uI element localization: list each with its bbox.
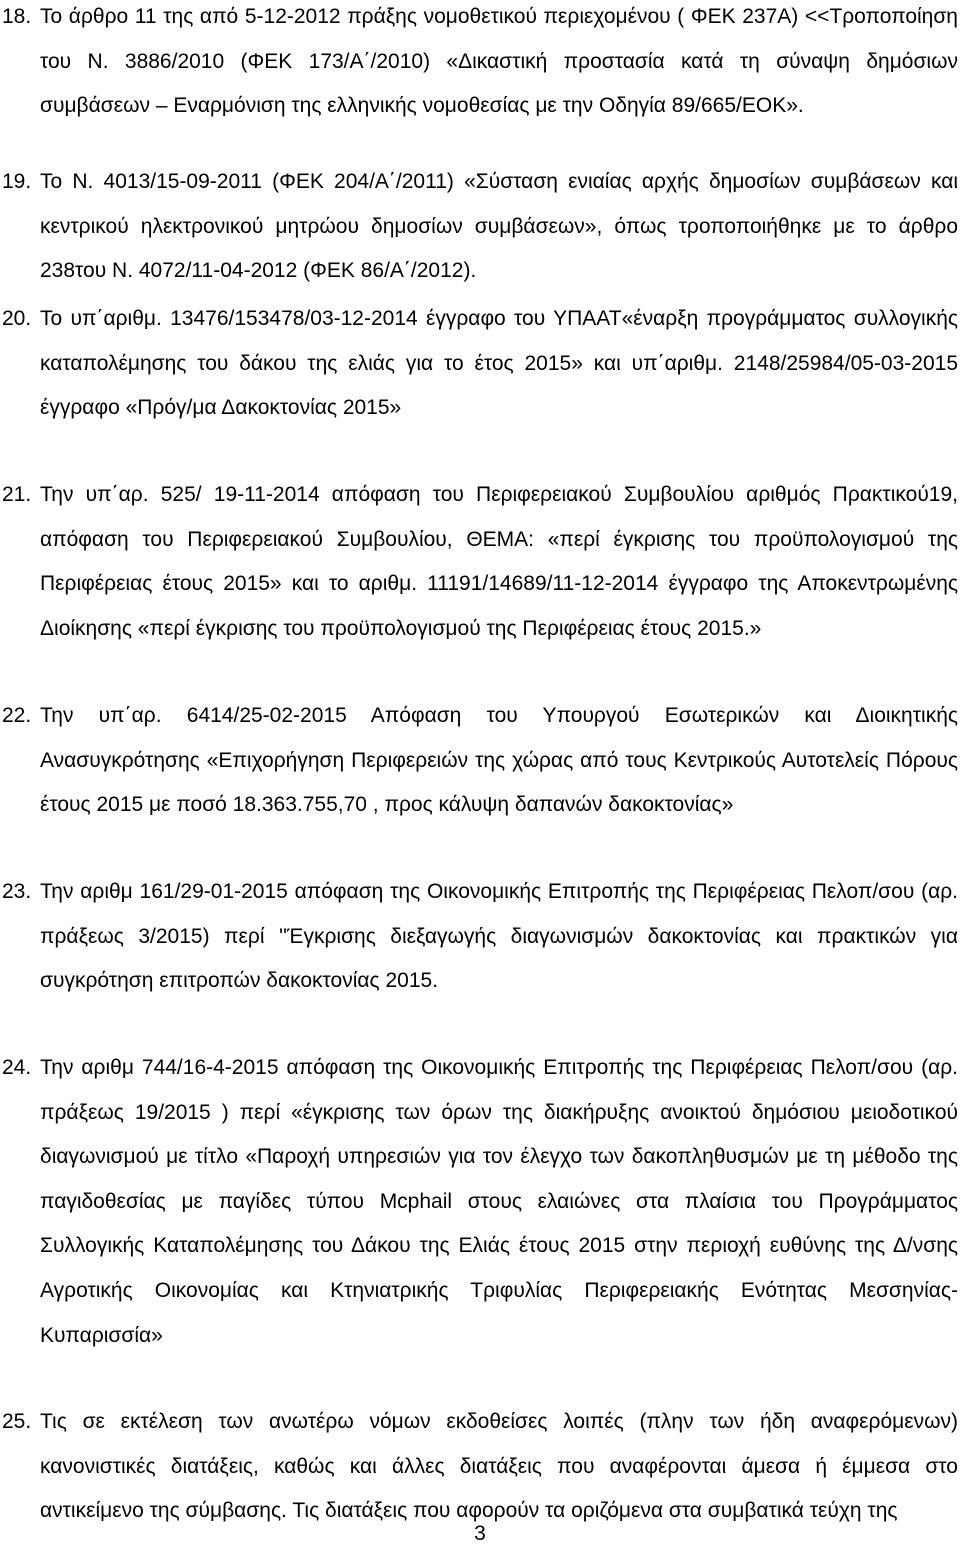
item-number: 24. <box>2 1056 32 1079</box>
item-number: 19. <box>2 170 32 193</box>
list-item <box>0 473 960 696</box>
item-text: Την αριθμ 744/16-4-2015 απόφαση της Οικονομικής Επιτροπής της Περιφέρειας Πελοπ/σου (αρ. πράξεως 19/2015 ) περί «έγκρισης των όρων της διακήρυξης ανοικτού δημόσιου μειοδοτικού διαγωνισμού με τίτλο «Παροχή υπηρεσιών για τον έλεγχο των δακοπληθυσμών με τη μέθοδο της παγιδοθεσίας με παγίδες τύπου Mcphail στους ελαιώνες στα πλαίσια του Προγράμματος Συλλογικής Καταπολέμησης του Δάκου της Ελιάς έτους 2015 στην περιοχή ευθύνης της Δ/νσης Αγροτικής Οικονομίας και Κτηνιατρικής Τριφυλίας Περιφερειακής Ενότητας Μεσσηνίας-Κυπαρισσία» <box>40 1056 958 1347</box>
list-item <box>0 160 960 294</box>
item-number: 21. <box>2 483 32 506</box>
item-text: Την υπ΄αρ. 525/ 19-11-2014 απόφαση του Περιφερειακού Συμβουλίου αριθμός Πρακτικού19, απόφαση του Περιφερειακού Συμβουλίου, ΘΕΜΑ: «περί έγκρισης του προϋπολογισμού της Περιφέρειας έτους 2015» και το αριθμ. 11191/14689/11-12-2014 έγγραφο της Αποκεντρωμένης Διοίκησης «περί έγκρισης του προϋπολογισμού της Περιφέρειας έτους 2015.» <box>40 483 958 640</box>
item-number: 23. <box>2 880 32 903</box>
list-item <box>0 297 960 475</box>
page-number: 3 <box>474 1522 486 1545</box>
item-text: Τις σε εκτέλεση των ανωτέρω νόμων εκδοθείσες λοιπές (πλην των ήδη αναφερόμενων) κανονιστικές διατάξεις, καθώς και άλλες διατάξεις που αναφέρονται άμεσα ή έμμεσα στο αντικείμενο της σύμβασης. Τις διατάξεις που αφορούν τα οριζόμενα στα συμβατικά τεύχη της <box>40 1410 958 1523</box>
list-item <box>0 694 960 872</box>
item-text: Την υπ΄αρ. 6414/25-02-2015 Απόφαση του Υπουργού Εσωτερικών και Διοικητικής Ανασυγκρότησης «Επιχορήγηση Περιφερειών της χώρας από τους Κεντρικούς Αυτοτελείς Πόρους έτους 2015 με ποσό 18.363.755,70 , προς κάλυψη δαπανών δακοκτονίας» <box>40 704 958 817</box>
list-item <box>0 1046 960 1404</box>
item-number: 22. <box>2 704 32 727</box>
list-item <box>0 0 960 173</box>
item-text: Το Ν. 4013/15-09-2011 (ΦΕΚ 204/Α΄/2011) «Σύσταση ενιαίας αρχής δημοσίων συμβάσεων και κεντρικού ηλεκτρονικού μητρώου δημοσίων συμβάσεων», όπως τροποποιήθηκε με το άρθρο 238του Ν. 4072/11-04-2012 (ΦΕΚ 86/Α΄/2012). <box>40 170 958 283</box>
list-item <box>0 870 960 1048</box>
item-number: 18. <box>2 5 32 28</box>
item-text: Το άρθρο 11 της από 5-12-2012 πράξης νομοθετικού περιεχομένου ( ΦΕΚ 237Α) <<Τροποποίηση του Ν. 3886/2010 (ΦΕΚ 173/Α΄/2010) «Δικαστική προστασία κατά τη σύναψη δημόσιων συμβάσεων – Εναρμόνιση της ελληνικής νομοθεσίας με την Οδηγία 89/665/ΕΟΚ». <box>40 5 958 118</box>
list-item <box>0 1400 960 1534</box>
item-text: Το υπ΄αριθμ. 13476/153478/03-12-2014 έγγραφο του ΥΠΑΑΤ«έναρξη προγράμματος συλλογικής καταπολέμησης του δάκου της ελιάς για το έτος 2015» και υπ΄αριθμ. 2148/25984/05-03-2015 έγγραφο «Πρόγ/μα Δακοκτονίας 2015» <box>40 307 958 420</box>
item-number: 25. <box>2 1410 32 1433</box>
item-text: Την αριθμ 161/29-01-2015 απόφαση της Οικονομικής Επιτροπής της Περιφέρειας Πελοπ/σου (αρ. πράξεως 3/2015) περί ''Έγκρισης διεξαγωγής διαγωνισμών δακοκτονίας και πρακτικών για συγκρότηση επιτροπών δακοκτονίας 2015. <box>40 880 958 993</box>
item-number: 20. <box>2 307 32 330</box>
